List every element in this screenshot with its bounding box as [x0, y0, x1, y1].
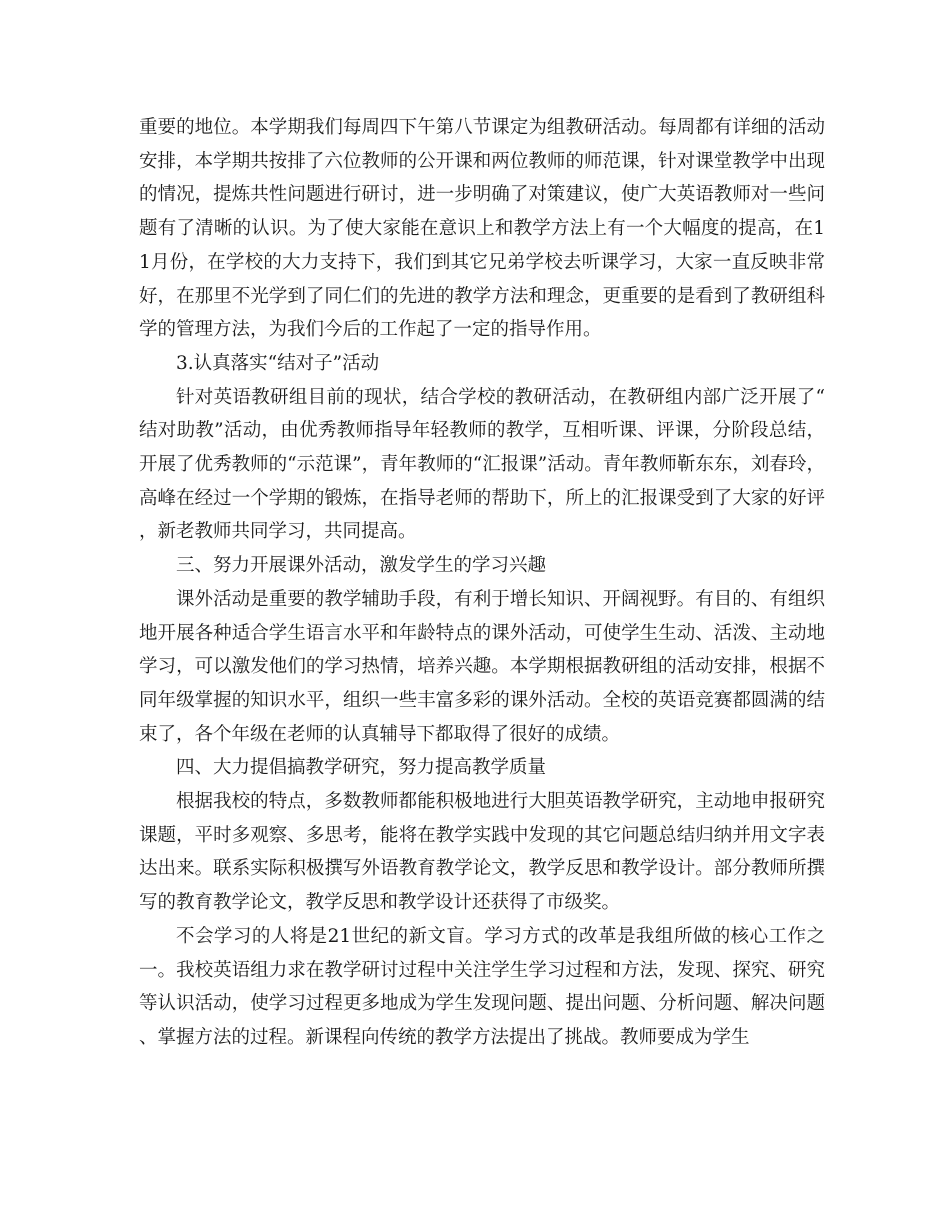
paragraph-pairing: 针对英语教研组目前的现状，结合学校的教研活动，在教研组内部广泛开展了“结对助教”活动，由优秀教师指导年轻教师的教学，互相听课、评课，分阶段总结，开展了优秀教师的“示范课”，青年教师的“汇报课”活动。青年教师靳东东，刘春玲，高峰在经过一个学期的锻炼，在指导老师的帮助下，所上的汇报课受到了大家的好评，新老教师共同学习，共同提高。	[139, 386, 825, 543]
paragraph-research: 根据我校的特点，多数教师都能积极地进行大胆英语教学研究，主动地申报研究课题，平时多观察、多思考，能将在教学实践中发现的其它问题总结归纳并用文字表达出来。联系实际积极撰写外语教育教学论文，教学反思和教学设计。部分教师所撰写的教育教学论文，教学反思和教学设计还获得了市级奖。	[139, 791, 825, 914]
paragraph-extracurricular: 课外活动是重要的教学辅助手段，有利于增长知识、开阔视野。有目的、有组织地开展各种适合学生语言水平和年龄特点的课外活动，可使学生生动、活泼、主动地学习，可以激发他们的学习热情，培养兴趣。本学期根据教研组的活动安排，根据不同年级掌握的知识水平，组织一些丰富多彩的课外活动。全校的英语竞赛都圆满的结束了，各个年级在老师的认真辅导下都取得了很好的成绩。	[139, 588, 825, 745]
section-heading-research: 四、大力提倡搞教学研究，努力提高教学质量	[176, 757, 547, 779]
section-heading-extracurricular: 三、努力开展课外活动，激发学生的学习兴趣	[176, 555, 547, 577]
paragraph-learning-reform: 不会学习的人将是21世纪的新文盲。学习方式的改革是我组所做的核心工作之一。我校英语组力求在教学研讨过程中关注学生学习过程和方法，发现、探究、研究等认识活动，使学习过程更多地成为学生发现问题、提出问题、分析问题、解决问题、掌握方法的过程。新课程向传统的教学方法提出了挑战。教师要成为学生	[139, 925, 825, 1048]
section-heading-pairing: 3.认真落实“结对子”活动	[176, 352, 380, 374]
document-body	[139, 111, 825, 1055]
paragraph-continuation: 重要的地位。本学期我们每周四下午第八节课定为组教研活动。每周都有详细的活动安排，本学期共按排了六位教师的公开课和两位教师的师范课，针对课堂教学中出现的情况，提炼共性问题进行研讨，进一步明确了对策建议，使广大英语教师对一些问题有了清晰的认识。为了使大家能在意识上和教学方法上有一个大幅度的提高，在11月份，在学校的大力支持下，我们到其它兄弟学校去听课学习，大家一直反映非常好，在那里不光学到了同仁们的先进的教学方法和理念，更重要的是看到了教研组科学的管理方法，为我们今后的工作起了一定的指导作用。	[139, 117, 825, 341]
